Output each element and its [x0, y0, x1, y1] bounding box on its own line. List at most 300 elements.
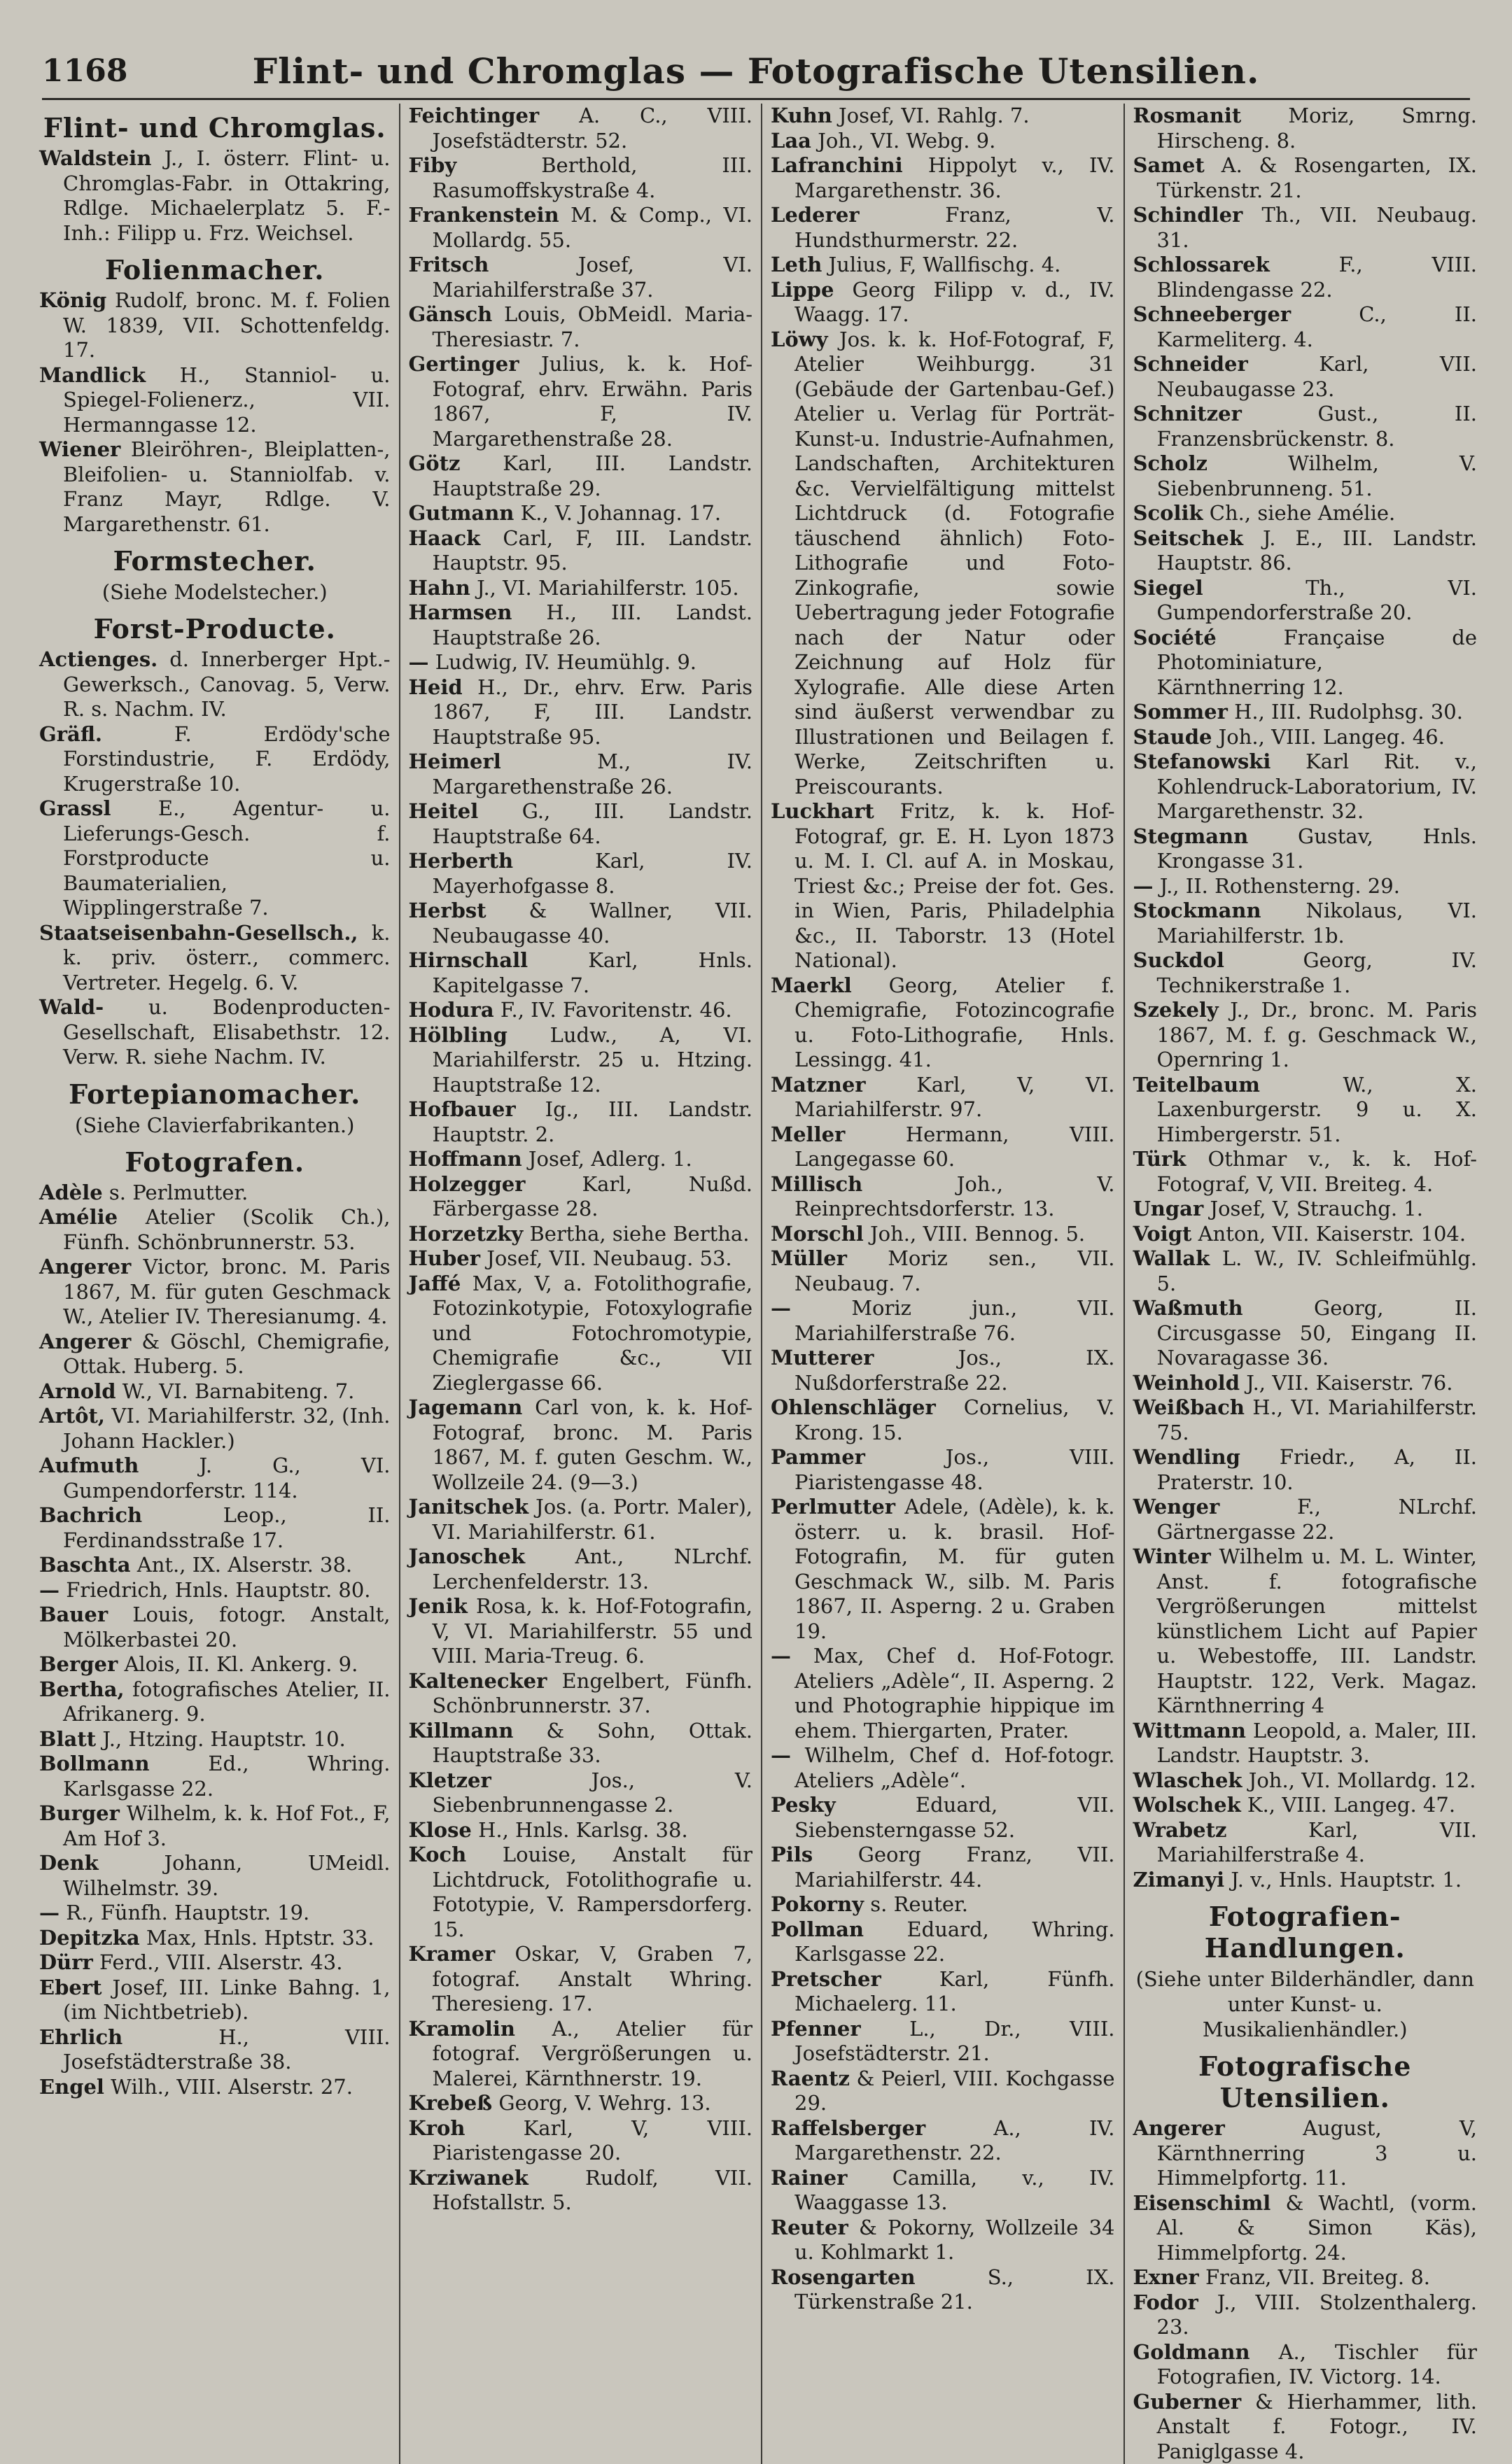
entry-details: Max, Chef d. Hof-Fotogr. Ateliers „Adèle“, II. Asperng. 2 und Photographie hippique im ehem. Thiergarten, Prater.: [794, 1644, 1115, 1743]
entry-name: —: [771, 1296, 791, 1320]
entry-details: Friedrich, Hnls. Hauptstr. 80.: [66, 1578, 370, 1602]
entry-details: Jos., VIII. Piaristengasse 48.: [794, 1445, 1115, 1494]
entry-details: & Peierl, VIII. Kochgasse 29.: [794, 2067, 1115, 2115]
entry-name: Kletzer: [409, 1768, 491, 1792]
directory-entry: [39, 1553, 391, 1578]
directory-entry: [39, 921, 391, 996]
directory-entry: [409, 1222, 753, 1247]
entry-details: Max, Hnls. Hptstr. 33.: [146, 1926, 374, 1950]
entry-details: Bleiröhren-, Bleiplatten-, Bleifolien- u. Stanniolfab. v. Franz Mayr, Rdlge. V. Margarethenstr. 61.: [63, 437, 391, 536]
entry-name: Dürr: [39, 1950, 93, 1974]
directory-entry: [409, 1172, 753, 1222]
entry-details: F. Erdödy'sche Forstindustrie, F. Erdödy, Krugerstraße 10.: [63, 722, 391, 796]
entry-details: J. E., III. Landstr. Hauptstr. 86.: [1157, 526, 1478, 575]
entry-details: Josef, III. Linke Bahng. 1, (im Nichtbetrieb).: [63, 1976, 391, 2025]
entry-name: Siegel: [1133, 576, 1203, 600]
entry-name: Gertinger: [409, 352, 519, 376]
entry-details: E., Agentur- u. Lieferungs-Gesch. f. Forstproducte u. Baumaterialien, Wipplingerstraße 7.: [63, 796, 391, 920]
directory-entry: [39, 2025, 391, 2075]
entry-details: J., VII. Kaiserstr. 76.: [1246, 1371, 1452, 1395]
directory-entry: [409, 1272, 753, 1396]
entry-details: Jos. k. k. Hof-Fotograf, F, Atelier Weihburgg. 31 (Gebäude der Gartenbau-Gef.) Atelier u. Verlag für Porträt-Kunst-u. Industrie-Aufnahmen, Landschaften, Architekturen &c. Vervielfältigung mittelst Lichtdruck (d. Fotografie täuschend ähnlich) Foto-Lithografie und Foto-Zinkografie, sowie Uebertragung jeder Fotografie nach der Natur oder Zeichnung auf Holz für Xylografie. Alle diese Arten sind äußerst verwendbar zu Illustrationen und Beilagen f. Werke, Zeitschriften u. Preiscourants.: [794, 328, 1115, 798]
directory-entry: [409, 1023, 753, 1098]
directory-entry: [771, 203, 1115, 253]
entry-details: Karl, V, VI. Mariahilferstr. 97.: [794, 1073, 1115, 1122]
entry-details: Moriz, Smrng. Hirscheng. 8.: [1157, 104, 1478, 153]
entry-details: Berthold, III. Rasumoffskystraße 4.: [433, 153, 753, 202]
directory-entry: [1133, 1296, 1478, 1371]
entry-details: F., VIII. Blindengasse 22.: [1157, 253, 1478, 302]
entry-name: —: [409, 650, 429, 674]
directory-entry: [771, 2116, 1115, 2166]
entry-name: Schnitzer: [1133, 402, 1242, 425]
entry-name: Teitelbaum: [1133, 1073, 1260, 1097]
entry-name: Burger: [39, 1801, 120, 1825]
directory-entry: [39, 796, 391, 921]
entry-details: Georg, Atelier f. Chemigrafie, Fotozincografie u. Foto-Lithografie, Hnls. Lessingg. 41.: [794, 973, 1115, 1072]
directory-entry: [39, 722, 391, 797]
directory-entry: [1133, 2290, 1478, 2340]
entry-details: Jos., V. Siebenbrunnengasse 2.: [433, 1768, 753, 1817]
entry-name: Kaltenecker: [409, 1669, 547, 1693]
directory-entry: [1133, 352, 1478, 402]
entry-name: Pollman: [771, 1917, 864, 1941]
directory-entry: [1133, 1147, 1478, 1197]
entry-name: Schindler: [1133, 203, 1243, 227]
entry-details: Moriz jun., VII. Mariahilferstraße 76.: [794, 1296, 1115, 1345]
entry-details: H., Dr., ehrv. Erw. Paris 1867, F, III. Landstr. Hauptstraße 95.: [433, 675, 753, 749]
entry-name: Mutterer: [771, 1346, 874, 1370]
entry-name: Depitzka: [39, 1926, 140, 1950]
entry-name: Amélie: [39, 1205, 118, 1229]
directory-entry: [39, 1950, 391, 1976]
directory-entry: [39, 1255, 391, 1330]
directory-entry: [1133, 501, 1478, 526]
entry-details: Joh., VIII. Bennog. 5.: [870, 1222, 1085, 1246]
entry-name: Janoschek: [409, 1544, 526, 1568]
directory-entry: [39, 1727, 391, 1752]
directory-entry: [409, 2091, 753, 2116]
entry-name: Seitschek: [1133, 526, 1243, 550]
directory-entry: [1133, 2390, 1478, 2464]
entry-name: Stockmann: [1133, 899, 1261, 922]
directory-entry: [409, 1594, 753, 1669]
entry-name: Baschta: [39, 1553, 131, 1577]
entry-name: Winter: [1133, 1544, 1211, 1568]
entry-details: Th., VI. Gumpendorferstraße 20.: [1157, 576, 1478, 625]
entry-details: Moriz sen., VII. Neubaug. 7.: [794, 1246, 1115, 1295]
entry-name: Wenger: [1133, 1495, 1220, 1519]
section-heading: Fotografische Utensilien.: [1133, 2050, 1478, 2113]
directory-entry: [1133, 2191, 1478, 2266]
entry-name: Ohlenschläger: [771, 1395, 936, 1419]
entry-details: A., Tischler für Fotografien, IV. Victorg. 14.: [1157, 2340, 1478, 2389]
directory-entry: [409, 153, 753, 203]
entry-name: Artôt,: [39, 1404, 105, 1428]
entry-details: M. & Comp., VI. Mollardg. 55.: [433, 203, 753, 252]
directory-entry: [409, 650, 753, 675]
running-title: Flint- und Chromglas — Fotografische Utensilien.: [168, 50, 1344, 92]
entry-name: Guberner: [1133, 2390, 1242, 2414]
page-number: 1168: [42, 53, 168, 89]
entry-name: Krziwanek: [409, 2166, 528, 2190]
entry-details: R., Fünfh. Hauptstr. 19.: [66, 1901, 309, 1924]
entry-name: Goldmann: [1133, 2340, 1250, 2364]
directory-entry: [1133, 700, 1478, 725]
entry-details: J., Dr., bronc. M. Paris 1867, M. f. g. Geschmack W., Opernring 1.: [1157, 998, 1478, 1071]
entry-name: —: [771, 1644, 791, 1668]
entry-name: Stegmann: [1133, 824, 1249, 848]
directory-entry: [771, 1495, 1115, 1644]
directory-entry: [771, 1917, 1115, 1967]
entry-details: C., II. Karmeliterg. 4.: [1157, 302, 1478, 351]
directory-entry: [1133, 874, 1478, 899]
directory-entry: [409, 2116, 753, 2166]
directory-entry: [39, 1901, 391, 1926]
entry-name: Klose: [409, 1818, 472, 1842]
entry-details: Louise, Anstalt für Lichtdruck, Fotolithografie u. Fototypie, V. Rampersdorferg. 15.: [433, 1843, 753, 1941]
entry-name: Eisenschiml: [1133, 2191, 1271, 2215]
directory-entry: [39, 995, 391, 1070]
entry-name: Killmann: [409, 1719, 514, 1743]
section-heading: Fortepianomacher.: [39, 1078, 391, 1110]
entry-name: Janitschek: [409, 1495, 529, 1519]
entry-details: J. G., VI. Gumpendorferstr. 114.: [63, 1453, 391, 1502]
directory-entry: [1133, 948, 1478, 998]
entry-name: Pammer: [771, 1445, 865, 1469]
directory-entry: [39, 1578, 391, 1603]
directory-entry: [409, 253, 753, 302]
entry-name: Denk: [39, 1851, 99, 1875]
entry-name: Maerkl: [771, 973, 852, 997]
directory-entry: [409, 1147, 753, 1172]
entry-name: Pretscher: [771, 1967, 881, 1991]
entry-details: Leop., II. Ferdinandsstraße 17.: [63, 1503, 391, 1552]
directory-entry: [771, 1743, 1115, 1793]
directory-entry: [39, 288, 391, 363]
entry-details: & Pokorny, Wollzeile 34 u. Kohlmarkt 1.: [794, 2216, 1115, 2265]
entry-name: Pesky: [771, 1793, 836, 1817]
directory-entry: [409, 1719, 753, 1768]
directory-entry: [409, 451, 753, 501]
entry-name: Fodor: [1133, 2290, 1198, 2314]
entry-details: & Sohn, Ottak. Hauptstraße 33.: [433, 1719, 753, 1768]
entry-details: Georg Franz, VII. Mariahilferstr. 44.: [794, 1843, 1115, 1892]
entry-details: Wilhelm, V. Siebenbrunneng. 51.: [1157, 451, 1478, 500]
entry-name: Wolschek: [1133, 1793, 1241, 1817]
section-heading: Formstecher.: [39, 545, 391, 577]
directory-entry: [771, 253, 1115, 278]
entry-details: M., IV. Margarethenstraße 26.: [433, 749, 753, 798]
entry-details: L., Dr., VIII. Josefstädterstr. 21.: [794, 2017, 1115, 2066]
directory-entry: [1133, 1222, 1478, 1247]
directory-entry: [1133, 402, 1478, 451]
entry-details: Julius, k. k. Hof-Fotograf, ehrv. Erwähn. Paris 1867, F, IV. Margarethenstraße 28.: [433, 352, 753, 451]
section-note: (Siehe Modelstecher.): [39, 579, 391, 605]
entry-details: Karl, Nußd. Färbergasse 28.: [433, 1172, 753, 1221]
directory-entry: [409, 1818, 753, 1843]
entry-details: J., VIII. Stolzenthalerg. 23.: [1157, 2290, 1478, 2339]
entry-name: Scolik: [1133, 501, 1203, 525]
entry-details: Karl, V, VIII. Piaristengasse 20.: [433, 2116, 753, 2165]
entry-name: Hahn: [409, 576, 470, 600]
entry-details: Cornelius, V. Krong. 15.: [794, 1395, 1115, 1444]
section-heading: Fotografen.: [39, 1146, 391, 1178]
section-note: (Siehe Clavierfabrikanten.): [39, 1113, 391, 1138]
entry-name: Scholz: [1133, 451, 1208, 475]
directory-entry: [39, 363, 391, 438]
directory-entry: [1133, 1719, 1478, 1768]
entry-name: Lippe: [771, 278, 834, 302]
entry-name: Bertha,: [39, 1677, 125, 1701]
directory-columns: [36, 104, 1485, 2196]
entry-name: Waldstein: [39, 146, 151, 170]
entry-details: Anton, VII. Kaiserstr. 104.: [1198, 1222, 1466, 1246]
entry-details: Wilhelm, Chef d. Hof-fotogr. Ateliers „Adèle“.: [794, 1743, 1115, 1792]
directory-entry: [1133, 2116, 1478, 2191]
entry-details: Joh., VI. Webg. 9.: [818, 129, 995, 153]
directory-entry: [771, 1793, 1115, 1843]
directory-entry: [771, 1644, 1115, 1743]
entry-name: Grassl: [39, 796, 111, 820]
entry-details: Hermann, VIII. Langegasse 60.: [794, 1122, 1115, 1171]
directory-entry: [771, 1122, 1115, 1172]
directory-entry: [1133, 1197, 1478, 1222]
entry-name: Hofbauer: [409, 1097, 516, 1121]
column-2: [399, 104, 762, 2464]
entry-name: Gutmann: [409, 501, 514, 525]
entry-details: Georg, II. Circusgasse 50, Eingang II. Novaragasse 36.: [1157, 1296, 1478, 1370]
entry-details: Ig., III. Landstr. Hauptstr. 2.: [433, 1097, 753, 1146]
directory-entry: [771, 2216, 1115, 2265]
entry-name: Aufmuth: [39, 1453, 139, 1477]
entry-details: Alois, II. Kl. Ankerg. 9.: [124, 1652, 358, 1676]
entry-details: Joh., VI. Mollardg. 12.: [1249, 1768, 1476, 1792]
entry-details: Gust., II. Franzensbrückenstr. 8.: [1157, 402, 1478, 451]
entry-name: Samet: [1133, 153, 1205, 177]
entry-details: k. k. priv. österr., commerc. Vertreter. Hegelg. 6. V.: [63, 921, 391, 994]
entry-details: Josef, Adlerg. 1.: [528, 1147, 692, 1171]
directory-entry: [771, 2017, 1115, 2067]
directory-entry: [1133, 749, 1478, 824]
section-note: (Siehe unter Bilderhändler, dann unter Kunst- u. Musikalienhändler.): [1133, 1966, 1478, 2042]
entry-details: A. C., VIII. Josefstädterstr. 52.: [433, 104, 753, 153]
entry-details: Franz, VII. Breiteg. 8.: [1205, 2265, 1430, 2289]
directory-entry: [771, 1843, 1115, 1892]
directory-entry: [1133, 1495, 1478, 1544]
entry-name: Raffelsberger: [771, 2116, 925, 2140]
entry-name: Heid: [409, 675, 463, 699]
directory-entry: [409, 203, 753, 253]
entry-name: Meller: [771, 1122, 845, 1146]
entry-details: H., III. Landst. Hauptstraße 26.: [433, 600, 753, 649]
entry-name: Schneeberger: [1133, 302, 1292, 326]
directory-entry: [409, 1395, 753, 1495]
entry-details: & Göschl, Chemigrafie, Ottak. Huberg. 5.: [63, 1330, 391, 1379]
entry-name: Krebeß: [409, 2091, 493, 2115]
entry-details: Josef, VI. Rahlg. 7.: [839, 104, 1030, 127]
directory-entry: [39, 2075, 391, 2100]
directory-entry: [409, 1246, 753, 1272]
entry-name: Türk: [1133, 1147, 1186, 1171]
entry-name: Ungar: [1133, 1197, 1204, 1220]
entry-name: Schlossarek: [1133, 253, 1270, 276]
entry-details: & Wachtl, (vorm. Al. & Simon Käs), Himmelpfortg. 24.: [1157, 2191, 1478, 2265]
entry-name: Blatt: [39, 1727, 96, 1751]
directory-entry: [771, 1967, 1115, 2017]
entry-details: H., Stanniol- u. Spiegel-Folienerz., VII. Hermanngasse 12.: [63, 363, 391, 437]
entry-details: Nikolaus, VI. Mariahilferstr. 1b.: [1157, 899, 1478, 948]
entry-details: Josef, VI. Mariahilferstraße 37.: [433, 253, 753, 302]
entry-details: Karl, VII. Neubaugasse 23.: [1157, 352, 1478, 401]
entry-name: —: [39, 1901, 59, 1924]
directory-entry: [771, 1222, 1115, 1247]
entry-name: Jenik: [409, 1594, 468, 1618]
entry-details: s. Reuter.: [870, 1892, 968, 1916]
directory-entry: [39, 1851, 391, 1901]
entry-details: Eduard, Whring. Karlsgasse 22.: [794, 1917, 1115, 1966]
entry-details: Karl, III. Landstr. Hauptstraße 29.: [433, 451, 753, 500]
entry-name: Ebert: [39, 1976, 102, 1999]
entry-name: Fritsch: [409, 253, 489, 276]
entry-name: Waßmuth: [1133, 1296, 1243, 1320]
directory-entry: [771, 328, 1115, 800]
directory-entry: [1133, 1445, 1478, 1495]
entry-name: Staude: [1133, 725, 1212, 749]
entry-name: Jagemann: [409, 1395, 523, 1419]
directory-entry: [1133, 1246, 1478, 1296]
entry-details: Johann, UMeidl. Wilhelmstr. 39.: [63, 1851, 391, 1900]
directory-entry: [771, 1073, 1115, 1122]
directory-entry: [771, 1892, 1115, 1917]
entry-details: Th., VII. Neubaug. 31.: [1157, 203, 1478, 252]
directory-entry: [1133, 153, 1478, 203]
directory-entry: [409, 899, 753, 948]
entry-details: Ludw., A, VI. Mariahilferstr. 25 u. Htzing. Hauptstraße 12.: [433, 1023, 753, 1097]
entry-name: Exner: [1133, 2265, 1199, 2289]
entry-name: Haack: [409, 526, 481, 550]
entry-details: Ch., siehe Amélie.: [1210, 501, 1395, 525]
entry-name: Wlaschek: [1133, 1768, 1242, 1792]
entry-details: Karl, VII. Mariahilferstraße 4.: [1157, 1818, 1478, 1867]
directory-entry: [39, 1205, 391, 1255]
entry-name: Gräfl.: [39, 722, 102, 746]
entry-name: Kramer: [409, 1942, 496, 1966]
entry-details: Ant., IX. Alserstr. 38.: [137, 1553, 352, 1577]
entry-name: Engel: [39, 2075, 104, 2099]
directory-entry: [771, 2067, 1115, 2116]
entry-details: G., III. Landstr. Hauptstraße 64.: [433, 799, 753, 848]
entry-name: Wendling: [1133, 1445, 1240, 1469]
entry-name: Raentz: [771, 2067, 850, 2090]
directory-entry: [409, 1544, 753, 1594]
entry-name: Huber: [409, 1246, 481, 1270]
entry-name: Société: [1133, 626, 1217, 649]
directory-entry: [409, 352, 753, 451]
entry-details: Josef, VII. Neubaug. 53.: [486, 1246, 732, 1270]
entry-details: Ferd., VIII. Alserstr. 43.: [99, 1950, 342, 1974]
directory-entry: [771, 129, 1115, 154]
entry-name: —: [39, 1578, 59, 1602]
entry-name: Rainer: [771, 2166, 847, 2190]
entry-name: Holzegger: [409, 1172, 526, 1196]
entry-name: Frankenstein: [409, 203, 559, 227]
section-heading: Fotografien-Handlungen.: [1133, 1901, 1478, 1964]
entry-details: Carl, F, III. Landstr. Hauptstr. 95.: [433, 526, 753, 575]
entry-name: Staatseisenbahn-Gesellsch.,: [39, 921, 358, 945]
entry-details: d. Innerberger Hpt.-Gewerksch., Canovag. 5, Verw. R. s. Nachm. IV.: [63, 647, 391, 721]
entry-details: L. W., IV. Schleifmühlg. 5.: [1157, 1246, 1478, 1295]
entry-details: J., VI. Mariahilferstr. 105.: [477, 576, 738, 600]
entry-details: Friedr., A, II. Praterstr. 10.: [1157, 1445, 1478, 1494]
entry-name: Götz: [409, 451, 461, 475]
directory-entry: [1133, 1868, 1478, 1893]
entry-details: Louis, ObMeidl. Maria-Theresiastr. 7.: [433, 302, 753, 351]
entry-name: Koch: [409, 1843, 467, 1866]
directory-entry: [1133, 626, 1478, 701]
directory-entry: [409, 1843, 753, 1942]
entry-name: Weinhold: [1133, 1371, 1240, 1395]
entry-name: Sommer: [1133, 700, 1228, 724]
directory-entry: [1133, 1073, 1478, 1148]
directory-entry: [39, 1926, 391, 1951]
directory-entry: [771, 2166, 1115, 2216]
directory-entry: [409, 948, 753, 998]
entry-name: Feichtinger: [409, 104, 540, 127]
entry-details: u. Bodenproducten-Gesellschaft, Elisabethstr. 12. Verw. R. siehe Nachm. IV.: [63, 995, 391, 1069]
entry-details: August, V, Kärnthnerring 3 u. Himmelpfortg. 11.: [1157, 2116, 1478, 2190]
directory-entry: [39, 1603, 391, 1652]
directory-entry: [409, 2017, 753, 2092]
entry-details: Rudolf, VII. Hofstallstr. 5.: [433, 2166, 753, 2215]
entry-details: Rosa, k. k. Hof-Fotografin, V, VI. Mariahilferstr. 55 und VIII. Maria-Treug. 6.: [433, 1594, 753, 1668]
entry-details: Karl, IV. Mayerhofgasse 8.: [433, 849, 753, 898]
directory-entry: [1133, 576, 1478, 626]
directory-entry: [1133, 1793, 1478, 1818]
column-1: [36, 104, 399, 2464]
entry-details: H., VI. Mariahilferstr. 75.: [1157, 1395, 1478, 1444]
entry-name: Pfenner: [771, 2017, 861, 2041]
entry-details: Camilla, v., IV. Waaggasse 13.: [794, 2166, 1115, 2215]
directory-entry: [771, 1296, 1115, 1346]
entry-name: Mandlick: [39, 363, 146, 387]
entry-details: Hippolyt v., IV. Margarethenstr. 36.: [794, 153, 1115, 202]
entry-name: Wiener: [39, 437, 120, 461]
entry-name: Heitel: [409, 799, 479, 823]
entry-details: J., Htzing. Hauptstr. 10.: [102, 1727, 345, 1751]
directory-entry: [409, 675, 753, 750]
entry-name: Leth: [771, 253, 822, 276]
entry-name: Laa: [771, 129, 811, 153]
entry-details: S., IX. Türkenstraße 21.: [794, 2265, 1115, 2314]
entry-name: Ehrlich: [39, 2025, 122, 2049]
entry-name: Hoffmann: [409, 1147, 522, 1171]
directory-entry: [1133, 451, 1478, 501]
entry-name: Kramolin: [409, 2017, 515, 2041]
entry-name: Adèle: [39, 1181, 103, 1204]
entry-name: Bollmann: [39, 1752, 150, 1775]
entry-details: Atelier (Scolik Ch.), Fünfh. Schönbrunnerstr. 53.: [63, 1205, 391, 1254]
directory-entry: [1133, 998, 1478, 1073]
entry-details: W., X. Laxenburgerstr. 9 u. X. Himbergerstr. 51.: [1157, 1073, 1478, 1146]
entry-details: Carl von, k. k. Hof-Fotograf, bronc. M. Paris 1867, M. f. guten Geschm. W., Wollzeile 24. (9—3.): [433, 1395, 753, 1494]
entry-name: Szekely: [1133, 998, 1219, 1022]
directory-entry: [39, 1976, 391, 2025]
directory-entry: [771, 1172, 1115, 1222]
directory-entry: [771, 1346, 1115, 1395]
entry-name: —: [771, 1743, 791, 1767]
entry-details: Wilhelm, k. k. Hof Fot., F, Am Hof 3.: [63, 1801, 391, 1850]
